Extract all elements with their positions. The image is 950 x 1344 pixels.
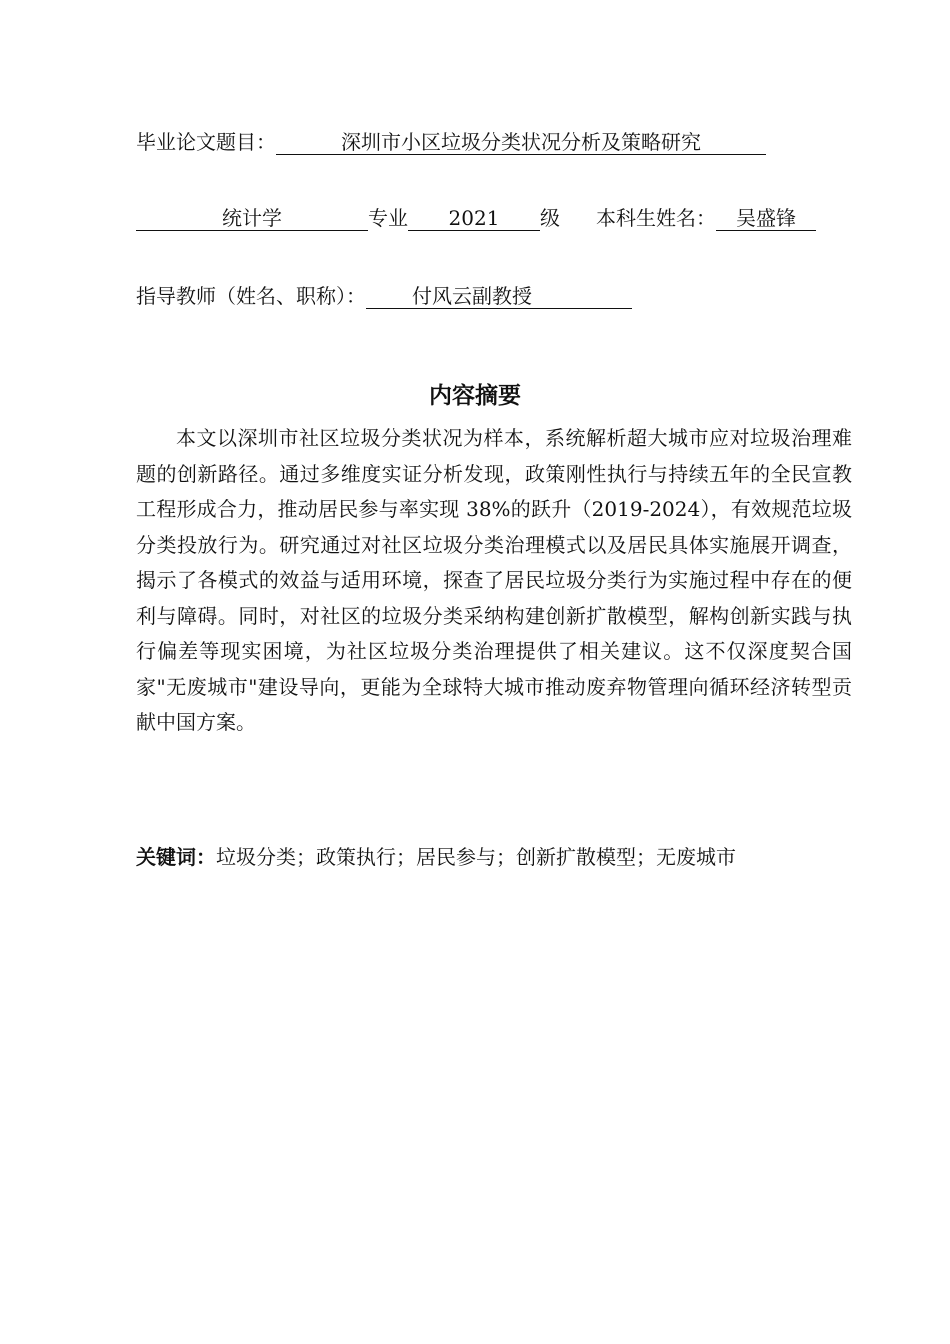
keywords-row bbox=[136, 842, 736, 872]
major-label: 专业 bbox=[368, 206, 408, 230]
advisor-field bbox=[366, 284, 632, 309]
student-info-row bbox=[136, 204, 816, 232]
thesis-title-value: 深圳市小区垃圾分类状况分析及策略研究 bbox=[276, 130, 766, 155]
student-name-label: 本科生姓名： bbox=[596, 206, 716, 230]
major-value: 统计学 bbox=[136, 206, 368, 231]
thesis-title-label: 毕业论文题目： bbox=[136, 130, 276, 154]
keywords-value: 垃圾分类；政策执行；居民参与；创新扩散模型；无废城市 bbox=[216, 845, 736, 869]
thesis-title-row bbox=[136, 128, 766, 156]
student-name-value: 吴盛锋 bbox=[716, 206, 816, 231]
advisor-row bbox=[136, 282, 632, 310]
advisor-label: 指导教师（姓名、职称）： bbox=[136, 284, 366, 308]
advisor-value: 付风云副教授 bbox=[412, 284, 532, 308]
year-value: 2021 bbox=[408, 206, 540, 231]
keywords-label: 关键词： bbox=[136, 845, 216, 869]
year-label: 级 bbox=[540, 206, 560, 230]
abstract-body: 本文以深圳市社区垃圾分类状况为样本，系统解析超大城市应对垃圾治理难题的创新路径。通过多维度实证分析发现，政策刚性执行与持续五年的全民宣教工程形成合力，推动居民参与率实现 38%的跃升（2019-2024），有效规范垃圾分类投放行为。研究通过对社区垃圾分类治理模式以及居民具体实施展开调查，揭示了各模式的效益与适用环境，探查了居民垃圾分类行为实施过程中存在的便利与障碍。同时，对社区的垃圾分类采纳构建创新扩散模型，解构创新实践与执行偏差等现实困境，为社区垃圾分类治理提供了相关建议。这不仅深度契合国家"无废城市"建设导向，更能为全球特大城市推动废弃物管理向循环经济转型贡献中国方案。 bbox=[136, 426, 852, 734]
abstract-title: 内容摘要 bbox=[429, 383, 521, 409]
